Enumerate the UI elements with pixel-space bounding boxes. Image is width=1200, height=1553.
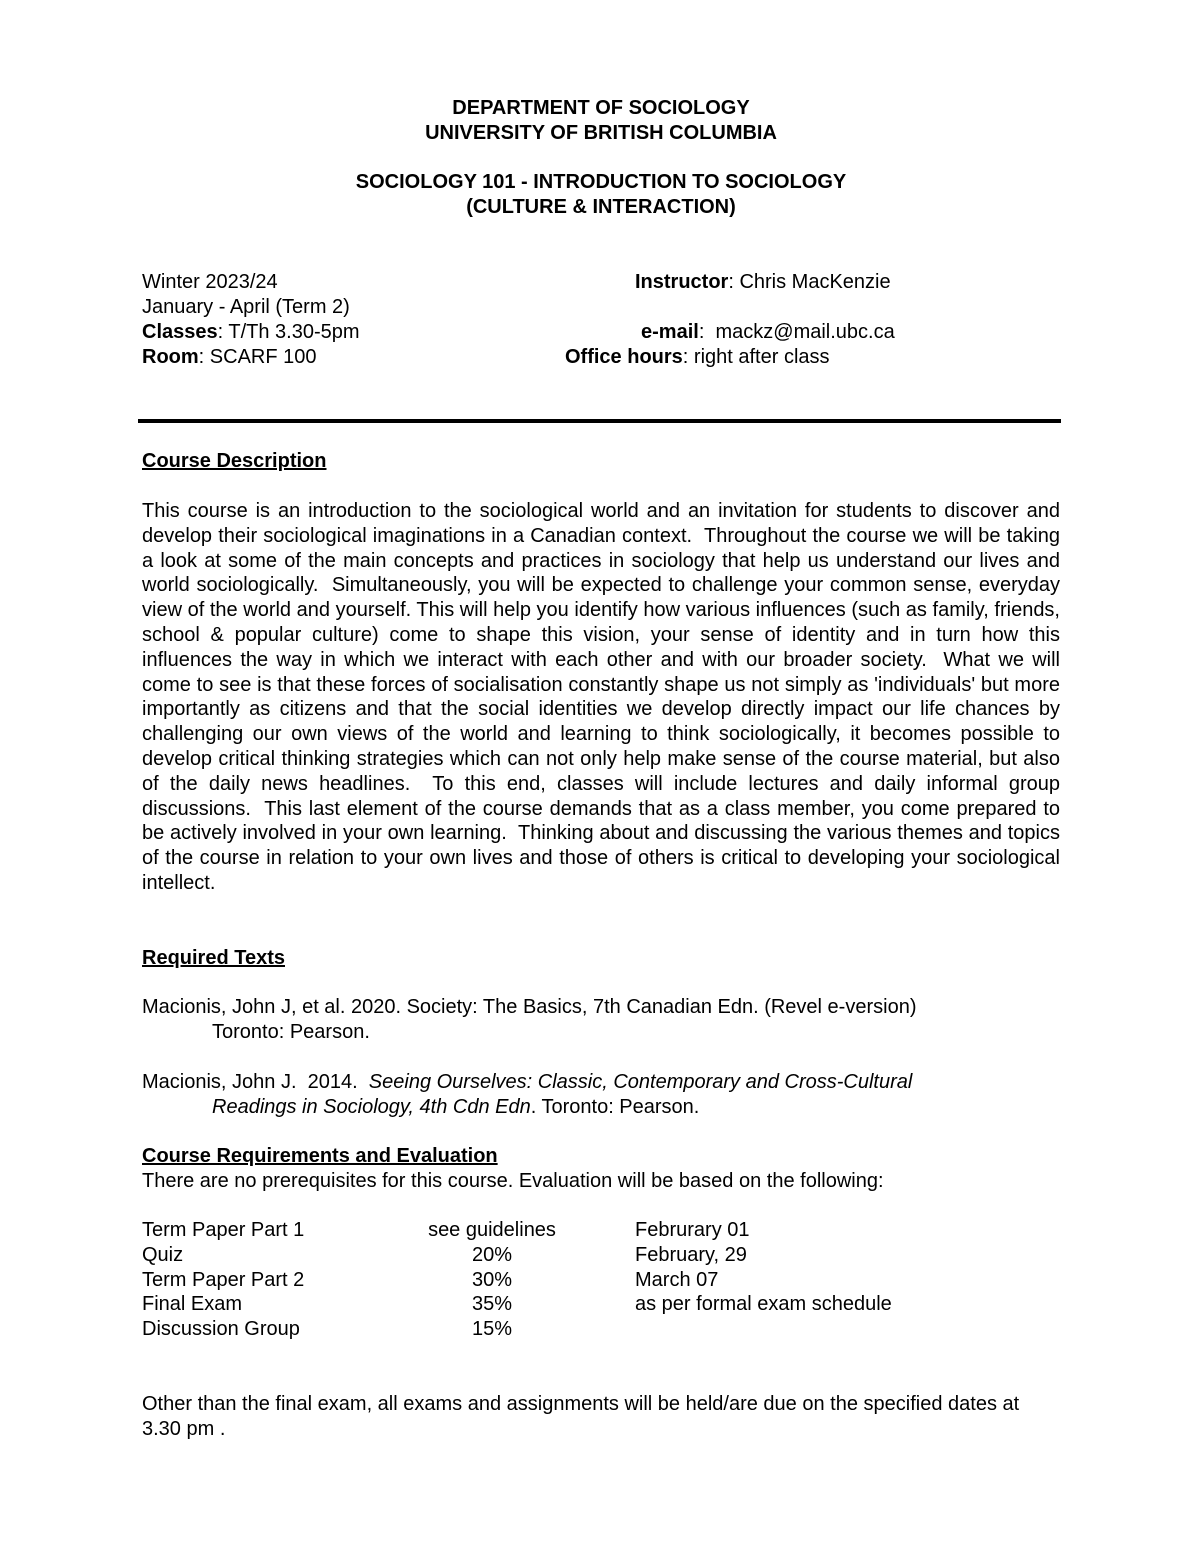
room-label: Room [142, 346, 199, 368]
instructor-value: : Chris MacKenzie [728, 271, 891, 293]
section-divider [138, 419, 1061, 423]
evaluation-item: Final Exam [142, 1293, 243, 1316]
citation-2-line-2 [142, 1095, 1060, 1120]
evaluation-weight: 15% [471, 1318, 513, 1341]
evaluation-table [142, 1218, 1060, 1342]
evaluation-heading: Course Requirements and Evaluation [142, 1145, 498, 1167]
email-value: : mackz@mail.ubc.ca [698, 321, 895, 343]
evaluation-weight: 20% [471, 1243, 513, 1266]
evaluation-item: Term Paper Part 1 [142, 1219, 305, 1241]
citation-2-title-part-2: Readings in Sociology, 4th Cdn Edn [212, 1095, 531, 1118]
evaluation-footer: Other than the final exam, all exams and assignments will be held/are due on the specified dates at 3.30 pm . [142, 1393, 1020, 1440]
citation-1-line-1: Macionis, John J, et al. 2020. Society: The Basics, 7th Canadian Edn. (Revel e-version) [142, 996, 917, 1018]
evaluation-row [142, 1292, 1060, 1317]
instructor-label: Instructor [635, 271, 729, 293]
office-hours-label: Office hours [565, 346, 683, 368]
classes-value: : T/Th 3.30-5pm [217, 321, 360, 343]
evaluation-date: March 07 [635, 1268, 719, 1291]
citation-2-line-1 [142, 1070, 1060, 1095]
evaluation-item: Term Paper Part 2 [142, 1268, 305, 1291]
evaluation-date: Februrary 01 [635, 1219, 750, 1241]
evaluation-row [142, 1317, 1060, 1342]
evaluation-row [142, 1268, 1060, 1293]
email-line [641, 320, 895, 345]
instructor-line [635, 270, 891, 295]
evaluation-date: as per formal exam schedule [635, 1293, 892, 1316]
text-citation-1 [142, 995, 1060, 1045]
term: Winter 2023/24 [142, 271, 278, 293]
evaluation-intro: There are no prerequisites for this course. Evaluation will be based on the following: [142, 1170, 884, 1192]
evaluation-weight: see guidelines [428, 1219, 556, 1241]
department-title: DEPARTMENT OF SOCIOLOGY [452, 97, 750, 119]
evaluation-date: February, 29 [635, 1243, 747, 1266]
evaluation-row [142, 1243, 1060, 1268]
course-subtitle: (CULTURE & INTERACTION) [466, 196, 736, 219]
citation-2-prefix: Macionis, John J. 2014. [142, 1071, 369, 1093]
evaluation-item: Discussion Group [142, 1318, 300, 1341]
classes-line [142, 320, 1060, 345]
term-months: January - April (Term 2) [142, 296, 350, 318]
text-citation-2 [142, 1070, 1060, 1120]
course-description-heading: Course Description [142, 450, 327, 472]
course-description-body: This course is an introduction to the sociological world and an invitation for students to discover and develop their sociological imaginations in a Canadian context. Throughout the course we will be taking a look at some of the main concepts and practices in sociology that help us understand our lives and world sociologically. Simultaneously, you will be expected to challenge your common sense, everyday view of the world and yourself. This will help you identify how various influences (such as family, friends, school & popular culture) come to shape this vision, your sense of identity and in turn how this influences the way in which we interact with each other and with our broader society. What we will come to see is that these forces of socialisation constantly shape us not simply as 'individuals' but more importantly as citizens and that the social identities we develop directly impact our life chances by challenging our own views of the world and learning to think sociologically, it becomes possible to develop critical thinking strategies which can not only help make sense of the course material, but also of the daily news headlines. To this end, classes will include lectures and daily informal group discussions. This last element of the course demands that as a class member, you come prepared to be actively involved in your own learning. Thinking about and discussing the various themes and topics of the course in relation to your own lives and those of others is critical to developing your sociological intellect. [142, 500, 1066, 894]
course-title: SOCIOLOGY 101 - INTRODUCTION TO SOCIOLOGY [355, 171, 847, 194]
citation-2-suffix: . Toronto: Pearson. [530, 1095, 700, 1118]
citation-2-title-part-1: Seeing Ourselves: Classic, Contemporary and Cross-Cultural [368, 1071, 913, 1093]
required-texts-heading: Required Texts [142, 947, 285, 969]
evaluation-weight: 35% [471, 1293, 513, 1316]
office-hours-value: : right after class [682, 346, 830, 368]
evaluation-item: Quiz [142, 1243, 184, 1266]
classes-label: Classes [142, 321, 218, 343]
office-hours-line [565, 345, 830, 370]
evaluation-weight: 30% [471, 1268, 513, 1291]
room-value: : SCARF 100 [198, 346, 317, 368]
citation-1-line-2: Toronto: Pearson. [212, 1020, 370, 1043]
university-title: UNIVERSITY OF BRITISH COLUMBIA [425, 121, 777, 144]
title-block [142, 96, 1060, 220]
email-label: e-mail [641, 321, 699, 343]
evaluation-row [142, 1218, 1060, 1243]
